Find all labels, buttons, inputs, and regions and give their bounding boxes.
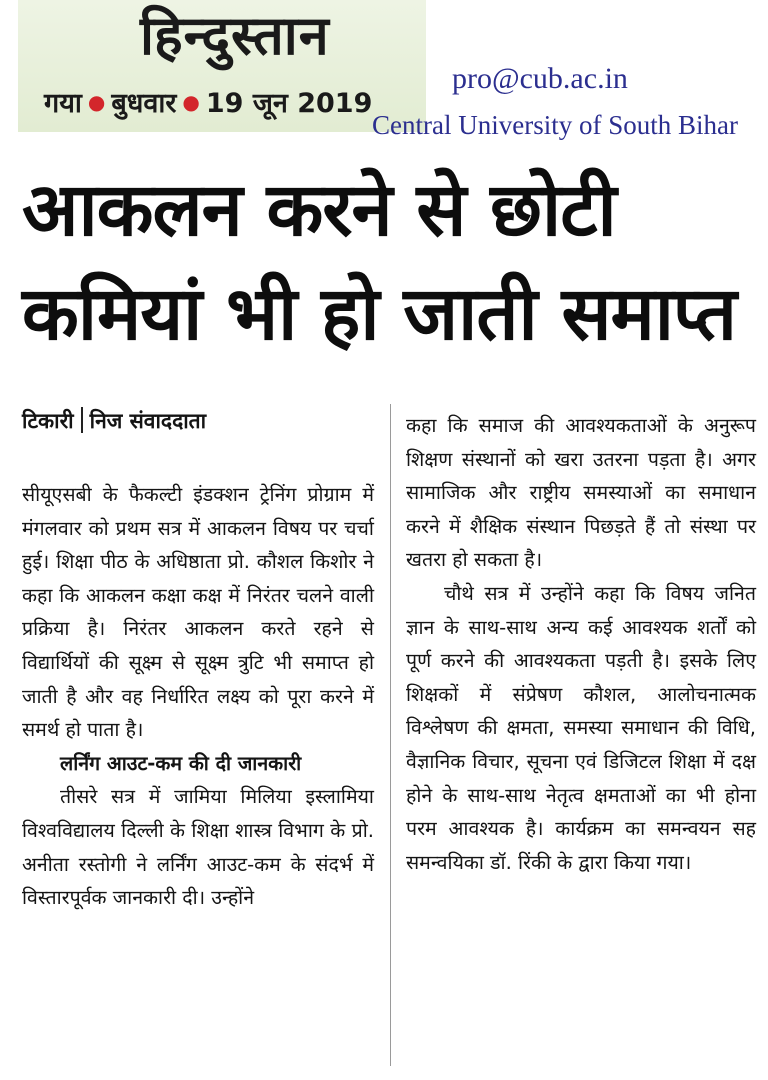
article-paragraph-2: तीसरे सत्र में जामिया मिलिया इस्लामिया विश्वविद्यालय दिल्ली के शिक्षा शास्त्र विभाग के प्रो. अनीता रस्तोगी ने लर्निंग आउट-कम के संदर्भ में विस्तारपूर्वक जानकारी दी। उन्होंने (22, 785, 374, 910)
bullet-dot-icon: ● (87, 90, 106, 114)
bullet-dot-icon: ● (182, 90, 200, 114)
byline-separator (81, 407, 83, 433)
dateline (44, 84, 372, 122)
headline-line-1: आकलन करने से छोटी (22, 167, 616, 253)
newspaper-name: हिन्दुस्तान (140, 3, 330, 67)
article-paragraph-1: सीयूएसबी के फैकल्टी इंडक्शन ट्रेनिंग प्रोग्राम में मंगलवार को प्रथम सत्र में आकलन विषय पर चर्चा हुई। शिक्षा पीठ के अधिष्ठाता प्रो. कौशल किशोर ने कहा कि आकलन कक्षा कक्ष में निरंतर चलने वाली प्रक्रिया है। निरंतर आकलन करते रहने से विद्यार्थियों की सूक्ष्म से सूक्ष्म त्रुटि भी समाप्त हो जाती है और वह निर्धारित लक्ष्य को पूरा करने में समर्थ हो पाता है। (22, 483, 374, 742)
dateline-day: बुधवार (111, 88, 177, 119)
article-paragraph-3: कहा कि समाज की आवश्यकताओं के अनुरूप शिक्षण संस्थानों को खरा उतरना पड़ता है। अगर सामाजिक और राष्ट्रीय समस्याओं का समाधान करने में शैक्षिक संस्थान पिछड़ते हैं तो संस्था पर खतरा हो सकता है। (406, 414, 756, 572)
dateline-date: 19 जून 2019 (205, 88, 373, 119)
article-column-right (406, 409, 756, 879)
byline (22, 404, 374, 438)
article-paragraph-4: चौथे सत्र में उन्होंने कहा कि विषय जनित ज्ञान के साथ-साथ अन्य कई आवश्यक शर्तों को पूर्ण करने की आवश्यकता पड़ती है। इसके लिए शिक्षकों में संप्रेषण कौशल, आलोचनात्मक विश्लेषण की क्षमता, समस्या समाधान की विधि, वैज्ञानिक विचार, सूचना एवं डिजिटल शिक्षा में दक्ष होने के साथ-साथ नेतृत्व क्षमताओं का भी होना परम आवश्यक है। कार्यक्रम का समन्वयन सह समन्वयिका डॉ. रिंकी के द्वारा किया गया। (406, 581, 756, 874)
stamp-university: Central University of South Bihar (372, 110, 738, 140)
headline-line-2: कमियां भी हो जाती समाप्त (22, 271, 736, 357)
dateline-city: गया (44, 88, 82, 119)
masthead (18, 0, 426, 132)
stamp-email: pro@cub.ac.in (452, 62, 628, 95)
article-column-left (22, 404, 374, 915)
article-subheading: लर्निंग आउट-कम की दी जानकारी (60, 751, 302, 775)
column-divider (390, 404, 391, 1066)
byline-place: टिकारी (22, 409, 74, 433)
headline (22, 158, 762, 366)
byline-reporter: निज संवाददाता (89, 409, 207, 433)
